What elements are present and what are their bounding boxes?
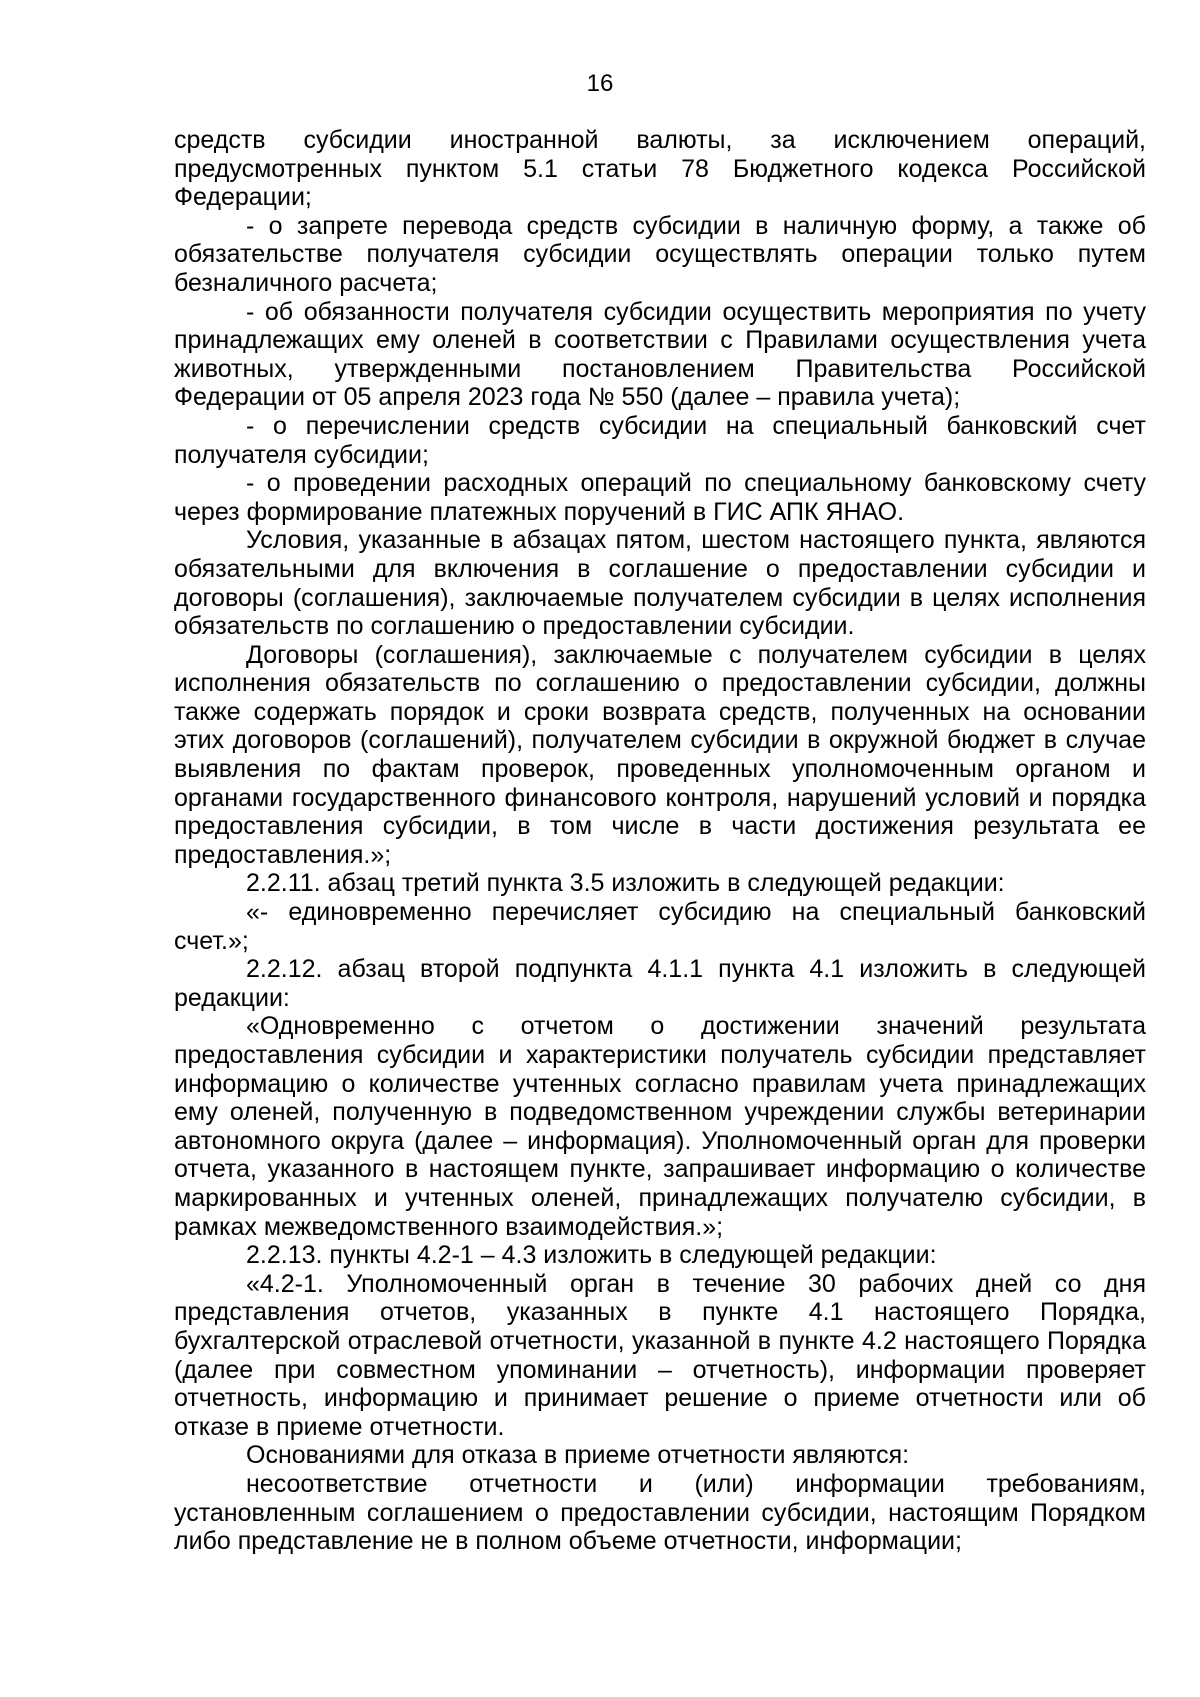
paragraph-6: Условия, указанные в абзацах пятом, шестом настоящего пункта, являются обязательными для включения в соглашение о предоставлении субсидии и договоры (соглашения), заключаемые получателем субсидии в целях исполнения обязательств по соглашению о предоставлении субсидии.	[174, 526, 1146, 641]
paragraph-12: 2.2.13. пункты 4.2-1 – 4.3 изложить в следующей редакции:	[246, 1241, 937, 1270]
paragraph-7: Договоры (соглашения), заключаемые с получателем субсидии в целях исполнения обязательств по соглашению о предоставлении субсидии, должны также содержать порядок и сроки возврата средств, полученных на основании этих договоров (соглашений), получателем субсидии в окружной бюджет в случае выявления по фактам проверок, проведенных уполномоченным органом и органами государственного финансового контроля, нарушений условий и порядка предоставления субсидии, в том числе в части достижения результата ее предоставления.»;	[174, 640, 1146, 869]
paragraph-14: Основаниями для отказа в приеме отчетности являются:	[246, 1441, 910, 1470]
paragraph-8: 2.2.11. абзац третий пункта 3.5 изложить в следующей редакции:	[246, 869, 1005, 898]
page-number: 16	[586, 70, 614, 97]
paragraph-10: 2.2.12. абзац второй подпункта 4.1.1 пункта 4.1 изложить в следующей редакции:	[174, 955, 1146, 1012]
paragraph-11: «Одновременно с отчетом о достижении значений результата предоставления субсидии и характеристики получатель субсидии представляет информацию о количестве учтенных согласно правилам учета принадлежащих ему оленей, полученную в подведомственном учреждении службы ветеринарии автономного округа (далее – информация). Уполномоченный орган для проверки отчета, указанного в настоящем пункте, запрашивает информацию о количестве маркированных и учтенных оленей, принадлежащих получателю субсидии, в рамках межведомственного взаимодействия.»;	[174, 1012, 1146, 1241]
document-body	[174, 126, 1146, 1556]
paragraph-3: - об обязанности получателя субсидии осуществить мероприятия по учету принадлежащих ему оленей в соответствии с Правилами осуществления учета животных, утвержденными постановлением Правительства Российской Федерации от 05 апреля 2023 года № 550 (далее – правила учета);	[174, 297, 1146, 412]
paragraph-2: - о запрете перевода средств субсидии в наличную форму, а также об обязательстве получателя субсидии осуществлять операции только путем безналичного расчета;	[174, 211, 1146, 297]
paragraph-5: - о проведении расходных операций по специальному банковскому счету через формирование платежных поручений в ГИС АПК ЯНАО.	[174, 469, 1146, 526]
paragraph-1: средств субсидии иностранной валюты, за исключением операций, предусмотренных пунктом 5.1 статьи 78 Бюджетного кодекса Российской Федерации;	[174, 126, 1146, 212]
paragraph-15: несоответствие отчетности и (или) информации требованиям, установленным соглашением о предоставлении субсидии, настоящим Порядком либо представление не в полном объеме отчетности, информации;	[174, 1469, 1146, 1556]
paragraph-9: «- единовременно перечисляет субсидию на специальный банковский счет.»;	[174, 898, 1146, 955]
paragraph-4: - о перечислении средств субсидии на специальный банковский счет получателя субсидии;	[174, 411, 1146, 469]
paragraph-13: «4.2-1. Уполномоченный орган в течение 30 рабочих дней со дня представления отчетов, указанных в пункте 4.1 настоящего Порядка, бухгалтерской отраслевой отчетности, указанной в пункте 4.2 настоящего Порядка (далее при совместном упоминании – отчетность), информации проверяет отчетность, информацию и принимает решение о приеме отчетности или об отказе в приеме отчетности.	[174, 1269, 1146, 1441]
